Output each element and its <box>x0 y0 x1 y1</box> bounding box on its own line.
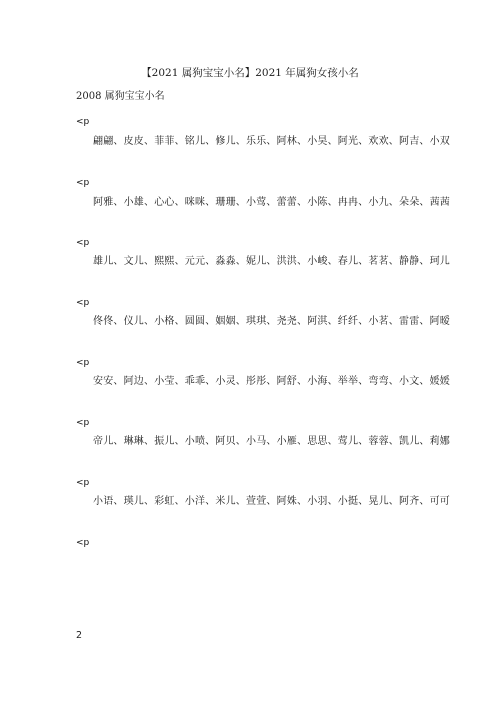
name-list: 安安、阿边、小莹、乖乖、小灵、彤彤、阿舒、小海、举举、弯弯、小文、媛媛 <box>93 376 450 387</box>
paragraph-marker: <p <box>76 538 90 548</box>
name-list: 佟佟、仪儿、小格、圆圆、姻姻、琪琪、尧尧、阿淇、纤纤、小茗、雷雷、阿暧 <box>93 316 450 327</box>
paragraph-marker: <p <box>76 418 90 428</box>
document-title: 【2021 属狗宝宝小名】2021 年属狗女孩小名 <box>141 67 359 79</box>
name-list: 阿雅、小雄、心心、咪咪、珊珊、小莺、蕾蕾、小陈、冉冉、小九、朵朵、茜茜 <box>93 197 450 208</box>
name-list: 翩翩、皮皮、菲菲、铭儿、修儿、乐乐、阿林、小昊、阿光、欢欢、阿吉、小双 <box>93 136 450 147</box>
name-list: 小语、瑛儿、彩虹、小洋、米儿、萱萱、阿姝、小羽、小挺、晃儿、阿齐、可可 <box>93 496 450 507</box>
paragraph-marker: <p <box>76 298 90 308</box>
page-number: 2 <box>76 630 83 641</box>
section-subtitle: 2008 属狗宝宝小名 <box>76 91 165 102</box>
paragraph-marker: <p <box>76 238 90 248</box>
paragraph-marker: <p <box>76 478 90 488</box>
paragraph-marker: <p <box>76 358 90 368</box>
paragraph-marker: <p <box>76 117 90 127</box>
name-list: 帝儿、琳琳、振儿、小喷、阿贝、小马、小雁、思思、莺儿、蓉蓉、凯儿、莉娜 <box>93 436 450 447</box>
name-list: 雄儿、文儿、熙熙、元元、淼淼、妮儿、洪洪、小峻、春儿、茗茗、静静、珂儿 <box>93 256 450 267</box>
paragraph-marker: <p <box>76 178 90 188</box>
